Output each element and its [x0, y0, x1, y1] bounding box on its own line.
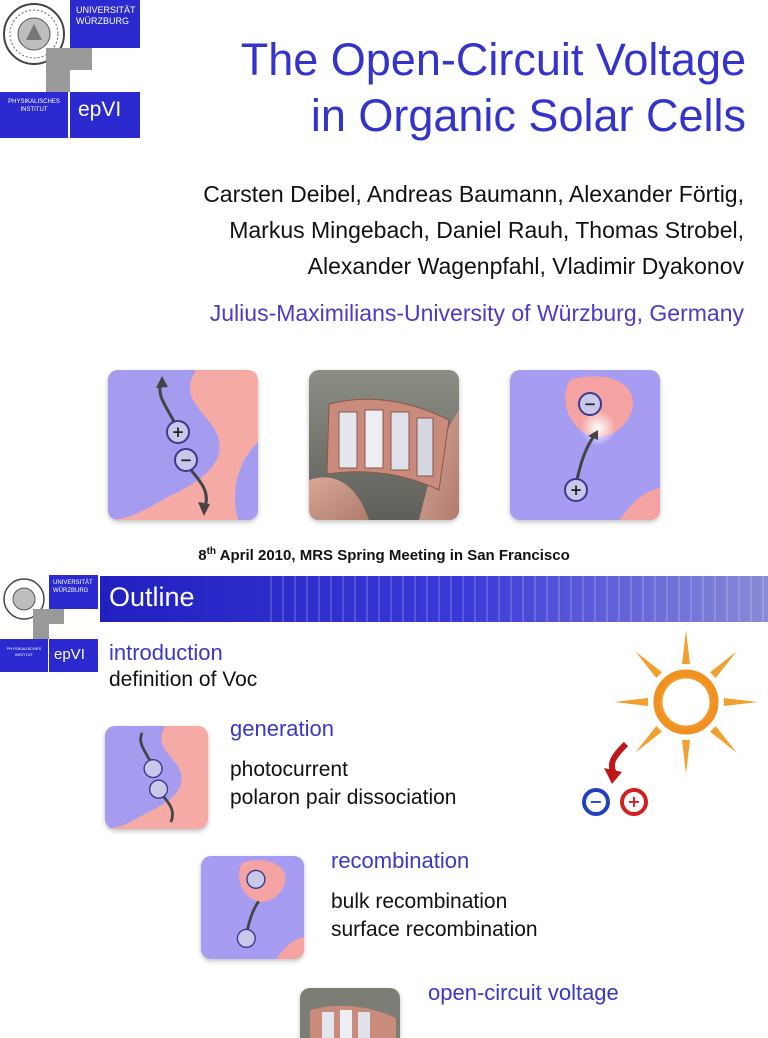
logo-grey-small-1 — [33, 609, 49, 624]
charge-recombination-icon-small — [201, 856, 304, 959]
university-name-panel-small — [49, 575, 98, 609]
electron-symbol-2: − — [583, 395, 597, 413]
affiliation: Julius-Maximilians-University of Würzburg, Germany — [209, 300, 744, 326]
electron-symbol-3: − — [589, 792, 603, 811]
solar-cell-photo-icon — [309, 370, 459, 520]
outline-header-bar — [100, 576, 768, 622]
solar-cell-photo-icon-small — [300, 988, 400, 1038]
authors-line-1: Carsten Deibel, Andreas Baumann, Alexander Förtig, — [203, 181, 744, 207]
hole-symbol-2: + — [569, 481, 583, 499]
university-name-line2: WÜRZBURG — [76, 16, 129, 26]
generation-thumbnail — [105, 726, 208, 829]
date-day: 8 — [198, 547, 207, 564]
group-panel — [70, 92, 140, 138]
outline-section-introduction — [109, 640, 529, 694]
sun-illustration — [560, 626, 768, 826]
date-suffix: th — [206, 546, 217, 557]
group-name-small: epVI — [54, 646, 85, 663]
institute-line2: INSTITUT — [20, 107, 48, 113]
university-name-panel — [70, 0, 140, 48]
institute-small-line2: INSTITUT — [15, 652, 33, 657]
presentation-title — [146, 32, 746, 144]
section-heading: generation — [230, 716, 334, 741]
electron-symbol: − — [179, 451, 193, 469]
solar-cell-thumbnail — [300, 988, 400, 1038]
header-stripes — [260, 576, 768, 622]
group-panel-small — [49, 639, 98, 672]
institute-small-line1: PHYSIKALISCHES — [6, 646, 42, 651]
outline-section-generation — [230, 716, 550, 812]
institute-panel-small — [0, 639, 48, 672]
institute-line1: PHYSIKALISCHES — [8, 99, 60, 105]
section-item: photocurrent — [230, 758, 348, 781]
university-logo-small — [0, 575, 98, 673]
hole-symbol: + — [171, 423, 185, 441]
date-rest: April 2010, MRS Spring Meeting in San Francisco — [216, 547, 570, 564]
logo-grey-square-2 — [70, 48, 92, 70]
recombination-thumbnail — [201, 856, 304, 959]
charge-separation-icon — [108, 370, 258, 520]
section-item: surface recombination — [331, 918, 538, 941]
section-item: bulk recombination — [331, 890, 508, 913]
section-heading: open-circuit voltage — [428, 980, 619, 1005]
logo-grey-small-2 — [49, 609, 64, 624]
charge-separation-icon-small — [105, 726, 208, 829]
outline-section-open-circuit-voltage — [428, 980, 748, 1006]
authors-line-2: Markus Mingebach, Daniel Rauh, Thomas Strobel, — [229, 217, 744, 243]
author-list — [44, 176, 744, 284]
section-heading: recombination — [331, 848, 470, 873]
section-item: polaron pair dissociation — [230, 786, 457, 809]
logo-grey-square-1 — [46, 48, 70, 70]
recombination-illustration — [510, 370, 660, 520]
title-line-2: in Organic Solar Cells — [310, 90, 746, 141]
logo-grey-small-3 — [33, 624, 49, 639]
university-name-small-line2: WÜRZBURG — [53, 588, 89, 594]
title-line-1: The Open-Circuit Voltage — [240, 34, 746, 85]
section-item: definition of Voc — [109, 668, 258, 691]
section-heading: introduction — [109, 640, 223, 665]
conference-date — [0, 546, 768, 564]
authors-line-3: Alexander Wagenpfahl, Vladimir Dyakonov — [307, 253, 744, 279]
charge-recombination-icon — [510, 370, 660, 520]
flexible-solar-cell-photo — [309, 370, 459, 520]
university-logo — [0, 0, 140, 140]
outline-title: Outline — [109, 582, 195, 612]
sun-photon-icon — [560, 626, 768, 826]
hole-symbol-3: + — [627, 792, 641, 811]
outline-section-recombination — [331, 848, 651, 944]
logo-grey-square-3 — [46, 70, 70, 92]
generation-illustration — [108, 370, 258, 520]
university-name-line1: UNIVERSITÄT — [76, 5, 136, 15]
institute-panel — [0, 92, 68, 138]
group-name: epVI — [78, 98, 122, 121]
university-name-small-line1: UNIVERSITÄT — [53, 580, 93, 586]
